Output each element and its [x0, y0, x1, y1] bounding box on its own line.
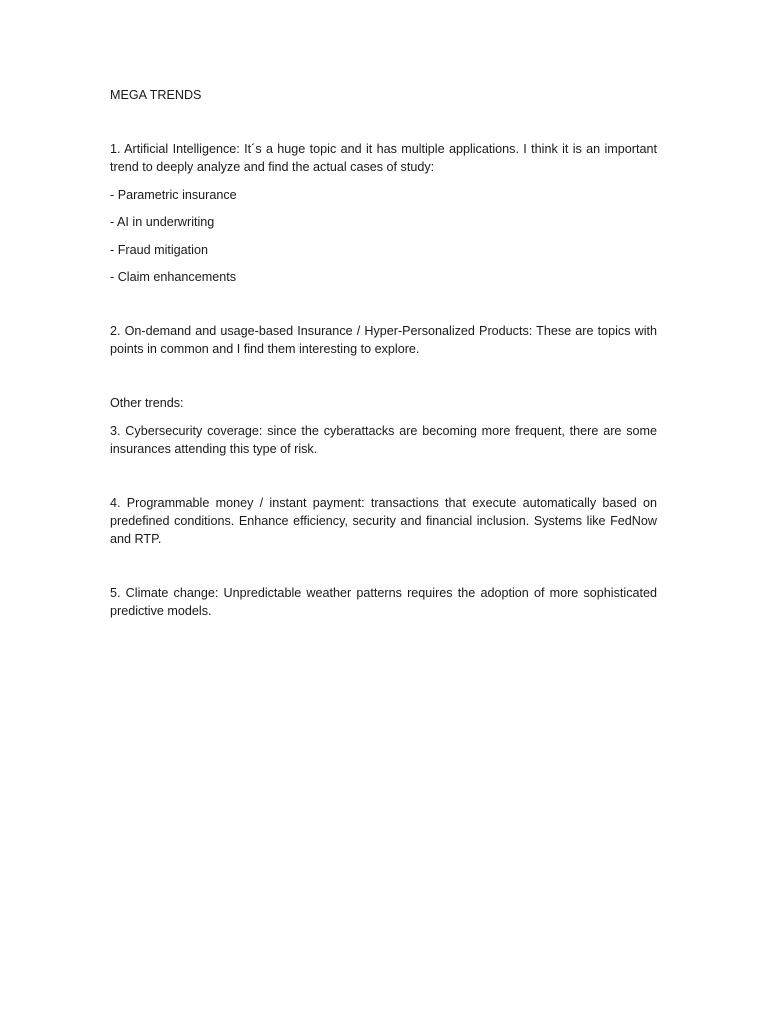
paragraph-climate-change: 5. Climate change: Unpredictable weather patterns requires the adoption of more sophisticated predictive models. — [110, 585, 657, 618]
paragraph-programmable-money: 4. Programmable money / instant payment: transactions that execute automatically based on predefined conditions. Enhance efficiency, security and financial inclusion. Systems like FedNow and RTP. — [110, 495, 657, 546]
other-trends-heading: Other trends: — [110, 396, 184, 410]
document-title: MEGA TRENDS — [110, 88, 202, 102]
paragraph-ai: 1. Artificial Intelligence: It´s a huge topic and it has multiple applications. I think it is an important trend to deeply analyze and find the actual cases of study: — [110, 142, 657, 174]
bullet-ai-underwriting: - AI in underwriting — [110, 215, 215, 229]
bullet-parametric-insurance: - Parametric insurance — [110, 187, 237, 202]
document-body — [110, 86, 657, 620]
bullet-claim-enhancements: - Claim enhancements — [110, 270, 236, 284]
bullet-fraud-mitigation: - Fraud mitigation — [110, 242, 208, 257]
paragraph-cybersecurity: 3. Cybersecurity coverage: since the cyberattacks are becoming more frequent, there are some insurances attending this type of risk. — [110, 423, 657, 456]
paragraph-on-demand: 2. On-demand and usage-based Insurance / Hyper-Personalized Products: These are topics with points in common and I find them interesting to explore. — [110, 324, 657, 356]
